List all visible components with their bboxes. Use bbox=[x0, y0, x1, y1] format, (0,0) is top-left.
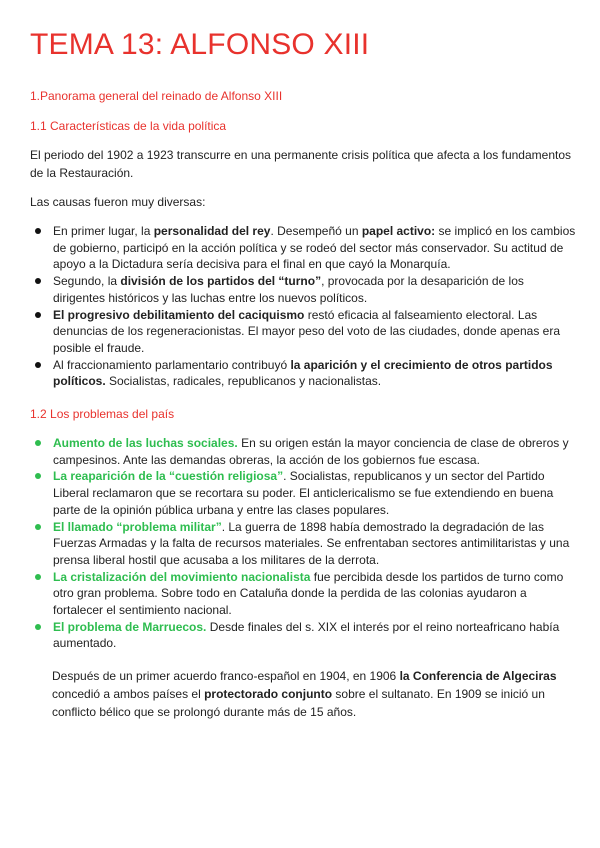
bullet-icon bbox=[35, 624, 41, 630]
bullet-icon bbox=[35, 278, 41, 284]
list-item: El llamado “problema militar”. La guerra de 1898 había demostrado la degradación de las Fuerzas Armadas y la falta de recursos materiales. Se enfrentaban sectores antimilitaristas y una prensa liberal hostil que acusaba a los militares de la derrota. bbox=[30, 519, 578, 569]
causes-list bbox=[30, 223, 578, 390]
bullet-icon bbox=[35, 228, 41, 234]
section-1-1-heading: 1.1 Características de la vida política bbox=[30, 119, 227, 133]
intro-paragraph: El periodo del 1902 a 1923 transcurre en una permanente crisis política que afecta a los fundamentos de la Restauración. bbox=[30, 148, 572, 180]
bullet-icon bbox=[35, 362, 41, 368]
bullet-icon bbox=[35, 524, 41, 530]
problems-list bbox=[30, 435, 578, 652]
section-1-heading: 1.Panorama general del reinado de Alfonso XIII bbox=[30, 89, 283, 103]
list-item: Al fraccionamiento parlamentario contribuyó la aparición y el crecimiento de otros partidos políticos. Socialistas, radicales, republicanos y nacionalistas. bbox=[30, 357, 578, 390]
list-item: La reaparición de la “cuestión religiosa”. Socialistas, republicanos y un sector del Partido Liberal reclamaron que se recortara su poder. El anticlericalismo se fue extendiendo en buena parte de la opinión pública urbana y entre las clases populares. bbox=[30, 468, 578, 518]
section-1-2-heading: 1.2 Los problemas del país bbox=[30, 407, 175, 421]
document-title: TEMA 13: ALFONSO XIII bbox=[30, 28, 370, 61]
bullet-icon bbox=[35, 473, 41, 479]
bullet-icon bbox=[35, 440, 41, 446]
list-item: El progresivo debilitamiento del caciquismo restó eficacia al falseamiento electoral. Las denuncias de los regeneracionistas. El mayor peso del voto de las ciudades, donde apenas era posible el fraude. bbox=[30, 307, 578, 357]
list-item: La cristalización del movimiento nacionalista fue percibida desde los partidos de turno como otro gran problema. Sobre todo en Cataluña donde la perdida de las colonias ayudaron a fortalecer el sentimiento nacional. bbox=[30, 569, 578, 619]
list-item: Aumento de las luchas sociales. En su origen están la mayor conciencia de clase de obreros y campesinos. Ante las demandas obreras, la acción de los gobiernos fue escasa. bbox=[30, 435, 578, 468]
bullet-icon bbox=[35, 312, 41, 318]
closing-paragraph: Después de un primer acuerdo franco-español en 1904, en 1906 la Conferencia de Algeciras concedió a ambos países el protectorado conjunto sobre el sultanato. En 1909 se inició un conflicto bélico que se prolongó durante más de 15 años. bbox=[52, 669, 557, 719]
list-item: Segundo, la división de los partidos del “turno”, provocada por la desaparición de los dirigentes históricos y las luchas entre los nuevos políticos. bbox=[30, 273, 578, 306]
list-item: El problema de Marruecos. Desde finales del s. XIX el interés por el reino norteafricano había aumentado. bbox=[30, 619, 578, 652]
list-item: En primer lugar, la personalidad del rey. Desempeñó un papel activo: se implicó en los cambios de gobierno, participó en la acción política y se rodeó del sector más conservador. Su actitud de apoyo a la Dictadura sería decisiva para el final en que cayó la Monarquía. bbox=[30, 223, 578, 273]
bullet-icon bbox=[35, 574, 41, 580]
causes-intro: Las causas fueron muy diversas: bbox=[30, 195, 206, 209]
